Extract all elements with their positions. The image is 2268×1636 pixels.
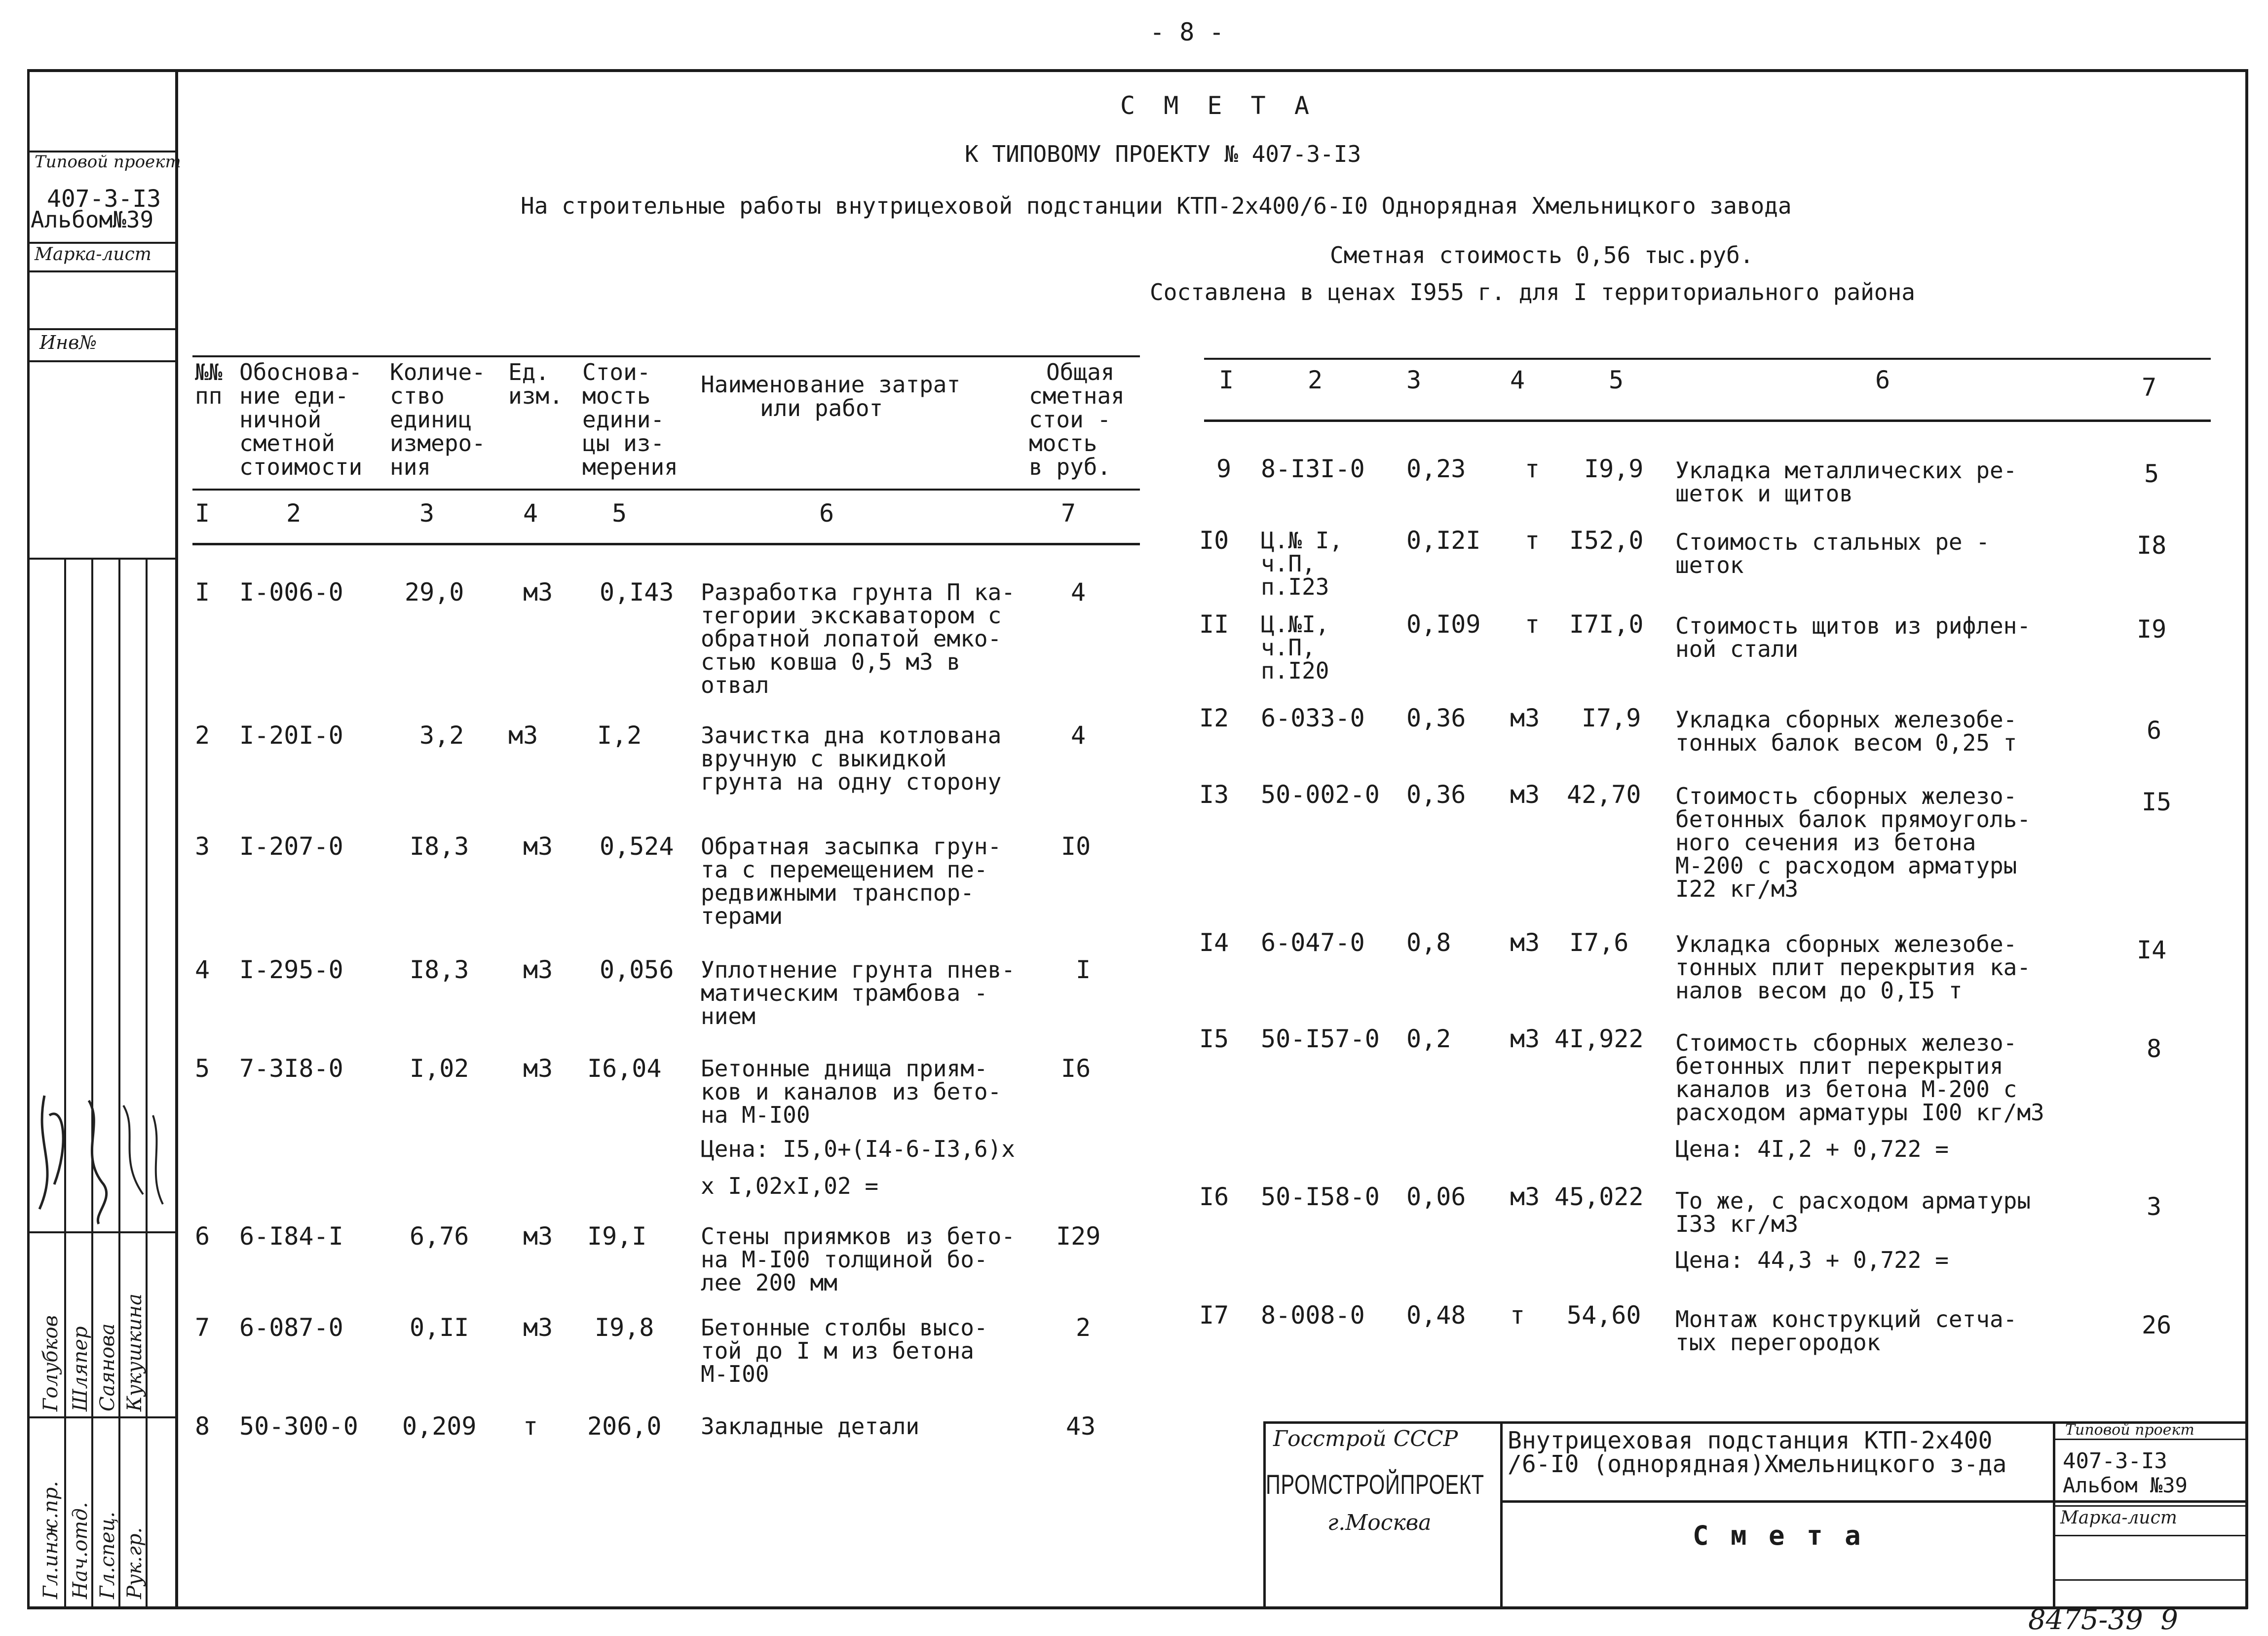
stamp-city: г.Москва: [1327, 1510, 1432, 1535]
row-code: ч.П,: [1261, 634, 1316, 661]
frame-left: [27, 69, 30, 1609]
row-total: I29: [1056, 1222, 1101, 1251]
row-name: редвижными транспор-: [701, 879, 974, 906]
row-price: 0,I43: [600, 578, 674, 607]
lt-header-c2-l4: сметной: [239, 430, 335, 457]
stamp-marka-list: Марка-лист: [2060, 1508, 2177, 1528]
frame-top: [27, 69, 2248, 72]
row-name: Стоимость щитов из рифлен-: [1675, 612, 2031, 639]
row-unit: м3: [523, 1054, 553, 1083]
rt-colnum-6: 6: [1875, 366, 1890, 394]
row-number: 8: [195, 1412, 210, 1441]
handwritten-signatures: [30, 1086, 173, 1229]
lt-header-c3-l3: единиц: [390, 406, 472, 433]
row-name: на М-I00: [701, 1102, 810, 1128]
lt-header-c3-l2: ство: [390, 382, 445, 409]
row-unit: м3: [523, 1313, 553, 1342]
row-name: Стоимость сборных железо-: [1675, 1029, 2017, 1056]
left-stamp-tipovoy: Типовой проект: [35, 152, 181, 172]
lt-header-c2-l2: ние еди-: [239, 382, 349, 409]
lt-header-c4-l1: Ед.: [508, 359, 550, 385]
left-stamp-marka: Марка-лист: [35, 244, 151, 265]
stamp-gosstroy: Госстрой СССР: [1273, 1426, 1458, 1451]
row-name: Стены приямков из бето-: [701, 1223, 1015, 1250]
row-total: I: [1076, 955, 1091, 984]
row-name: стью ковша 0,5 м3 в: [701, 648, 961, 675]
lt-header-c7-l5: в руб.: [1029, 454, 1111, 480]
row-qty: I8,3: [410, 832, 469, 861]
row-qty: 0,I2I: [1406, 526, 1481, 555]
row-name: на М-I00 толщиной бо-: [701, 1246, 988, 1273]
row-name: ного сечения из бетона: [1675, 829, 1976, 856]
row-note: х I,02хI,02 =: [701, 1173, 879, 1199]
lt-header-c2-l1: Обоснова-: [239, 359, 363, 385]
lt-header-c5-l5: мерения: [582, 454, 678, 480]
row-name: ной стали: [1675, 636, 1799, 662]
signature-role-1: Гл.инж.пр.: [39, 1481, 62, 1599]
row-total: 2: [1076, 1313, 1091, 1342]
row-number: I5: [1199, 1025, 1229, 1053]
row-price: 0,524: [600, 832, 674, 861]
row-unit: м3: [1510, 704, 1540, 732]
row-code: ч.П,: [1261, 550, 1316, 577]
lt-colnum-1: I: [195, 499, 210, 528]
row-price: I7I,0: [1569, 610, 1644, 639]
rt-colnum-2: 2: [1308, 366, 1323, 394]
lt-header-c6-l1: Наименование затрат: [701, 371, 961, 398]
cost-line: Сметная стоимость 0,56 тыс.руб.: [1330, 242, 1754, 268]
lt-header-c7-l4: мость: [1029, 430, 1097, 457]
row-name: Стоимость сборных железо-: [1675, 783, 2017, 809]
signature-name-1: Голубков: [39, 1315, 62, 1411]
row-price: I52,0: [1569, 526, 1644, 555]
row-qty: 6,76: [410, 1222, 469, 1251]
row-number: 9: [1216, 455, 1232, 483]
row-price: 0,056: [600, 955, 674, 984]
row-price: 4I,922: [1554, 1025, 1644, 1053]
row-name: Бетонные столбы высо-: [701, 1314, 988, 1341]
row-name: Обратная засыпка грун-: [701, 833, 1002, 860]
page-number: - 8 -: [1150, 18, 1224, 46]
row-name: Закладные детали: [701, 1413, 920, 1440]
row-price: I6,04: [587, 1054, 662, 1083]
left-stamp-inv: Инв№: [39, 332, 97, 353]
row-name: налов весом до 0,I5 т: [1675, 977, 1963, 1004]
lt-header-c7-l3: стои -: [1029, 406, 1111, 433]
signature-name-2: Шляпер: [69, 1326, 92, 1411]
row-qty: 0,36: [1406, 780, 1466, 809]
row-name: бетонных балок прямоуголь-: [1675, 806, 2031, 833]
lt-header-c5-l4: цы из-: [582, 430, 665, 457]
row-unit: м3: [523, 832, 553, 861]
lt-colnum-6: 6: [819, 499, 834, 528]
footer-number: 8475-39 9: [2028, 1604, 2178, 1636]
row-number: 7: [195, 1313, 210, 1342]
row-number: 4: [195, 955, 210, 984]
row-code: 8-008-0: [1261, 1301, 1365, 1330]
row-code: 50-I57-0: [1261, 1025, 1380, 1053]
row-number: 5: [195, 1054, 210, 1083]
row-qty: 0,I09: [1406, 610, 1481, 639]
signature-name-4: Кукушкина: [123, 1294, 146, 1411]
signature-name-3: Саянова: [96, 1323, 119, 1411]
row-name: I33 кг/м3: [1675, 1211, 1799, 1237]
frame-bottom: [27, 1606, 2248, 1609]
prices-line: Составлена в ценах I955 г. для I территориального района: [1150, 279, 1915, 305]
row-price: I9,8: [595, 1313, 654, 1342]
row-code: 6-I84-I: [239, 1222, 343, 1251]
row-price: 42,70: [1567, 780, 1641, 809]
stamp-organization: ПРОМСТРОЙПРОЕКТ: [1266, 1469, 1484, 1500]
signature-role-3: Гл.спец.: [96, 1511, 119, 1599]
rt-colnum-3: 3: [1406, 366, 1422, 394]
row-total: 8: [2147, 1034, 2162, 1063]
row-name: вручную с выкидкой: [701, 745, 947, 772]
row-code: I-295-0: [239, 955, 343, 984]
lt-header-c1-l2: пп: [195, 382, 223, 409]
row-qty: 0,8: [1406, 928, 1451, 957]
row-total: 6: [2147, 716, 2162, 745]
row-price: I7,6: [1569, 928, 1629, 957]
row-name: та с перемещением пе-: [701, 856, 988, 883]
row-number: II: [1199, 610, 1229, 639]
row-note: Цена: 4I,2 + 0,722 =: [1675, 1136, 1949, 1162]
row-number: 3: [195, 832, 210, 861]
row-name: Бетонные днища приям-: [701, 1055, 988, 1082]
row-note: Цена: I5,0+(I4-6-I3,6)х: [701, 1136, 1015, 1162]
row-price: I7,9: [1582, 704, 1641, 732]
lt-header-c5-l2: мость: [582, 382, 651, 409]
stamp-doc-title: С м е т а: [1693, 1520, 1864, 1551]
row-qty: 0,48: [1406, 1301, 1466, 1330]
row-code: 50-I58-0: [1261, 1182, 1380, 1211]
row-unit: м3: [523, 578, 553, 607]
frame-right: [2245, 69, 2248, 1609]
row-code: Ц.№ I,: [1261, 527, 1343, 554]
row-total: I5: [2142, 788, 2172, 816]
row-name: матическим трамбова -: [701, 980, 988, 1006]
row-code: п.I20: [1261, 657, 1329, 684]
row-total: I4: [2137, 936, 2167, 964]
lt-header-c3-l4: измеро-: [390, 430, 486, 457]
row-unit: м3: [1510, 780, 1540, 809]
row-name: Укладка сборных железобе-: [1675, 706, 2017, 733]
row-code: п.I23: [1261, 573, 1329, 600]
row-qty: 0,2: [1406, 1025, 1451, 1053]
row-number: I0: [1199, 526, 1229, 555]
left-stamp-album: Альбом№39: [31, 206, 154, 233]
row-name: лее 200 мм: [701, 1269, 837, 1296]
row-number: I6: [1199, 1182, 1229, 1211]
row-price: I,2: [597, 721, 642, 750]
row-price: 45,022: [1554, 1182, 1644, 1211]
row-unit: т: [1525, 455, 1540, 483]
row-code: 6-047-0: [1261, 928, 1365, 957]
row-name: Монтаж конструкций сетча-: [1675, 1306, 2017, 1332]
row-total: I9: [2137, 615, 2167, 644]
description-line: На строительные работы внутрицеховой подстанции КТП-2х400/6-I0 Однорядная Хмельницкого завода: [521, 192, 1792, 219]
lt-colnum-4: 4: [523, 499, 538, 528]
row-name: Зачистка дна котлована: [701, 722, 1002, 749]
row-name: обратной лопатой емко-: [701, 625, 1002, 652]
row-name: М-I00: [701, 1361, 769, 1387]
row-name: той до I м из бетона: [701, 1337, 974, 1364]
lt-header-c5-l3: едини-: [582, 406, 665, 433]
row-unit: м3: [523, 955, 553, 984]
row-unit: м3: [1510, 1182, 1540, 1211]
rt-colnum-1: I: [1219, 366, 1234, 394]
row-total: I6: [1061, 1054, 1091, 1083]
row-total: 4: [1071, 578, 1086, 607]
row-note: Цена: 44,3 + 0,722 =: [1675, 1247, 1949, 1273]
row-total: 4: [1071, 721, 1086, 750]
frame-inner-left: [175, 69, 178, 1609]
row-qty: 3,2: [419, 721, 464, 750]
lt-header-c4-l2: изм.: [508, 382, 563, 409]
row-name: терами: [701, 903, 783, 929]
lt-colnum-5: 5: [612, 499, 627, 528]
row-code: Ц.№I,: [1261, 611, 1329, 638]
stamp-object: Внутрицеховая подстанция КТП-2х400 /6-I0 (однорядная)Хмельницкого з-да: [1508, 1427, 2007, 1478]
stamp-tipovoy: Типовой проект: [2065, 1421, 2194, 1439]
stamp-project-code: 407-3-I3: [2063, 1448, 2167, 1474]
row-number: I2: [1199, 704, 1229, 732]
signature-role-2: Нач.отд.: [69, 1502, 92, 1599]
row-name: М-200 с расходом арматуры: [1675, 852, 2017, 879]
row-name: Стоимость стальных ре -: [1675, 529, 1990, 555]
row-qty: 0,209: [402, 1412, 477, 1441]
rt-colnum-7: 7: [2142, 373, 2157, 402]
row-unit: т: [523, 1412, 538, 1441]
row-qty: 0,36: [1406, 704, 1466, 732]
row-unit: м3: [523, 1222, 553, 1251]
row-unit: м3: [508, 721, 538, 750]
row-name: нием: [701, 1003, 756, 1029]
lt-header-c2-l5: стоимости: [239, 454, 363, 480]
row-total: 5: [2144, 459, 2159, 488]
row-unit: м3: [1510, 1025, 1540, 1053]
lt-header-c6-l2: или работ: [760, 395, 883, 421]
row-qty: I8,3: [410, 955, 469, 984]
row-qty: 0,06: [1406, 1182, 1466, 1211]
row-price: I9,I: [587, 1222, 647, 1251]
row-total: 3: [2147, 1192, 2162, 1221]
row-code: 7-3I8-0: [239, 1054, 343, 1083]
row-name: тонных плит перекрытия ка-: [1675, 954, 2031, 981]
row-name: ков и каналов из бето-: [701, 1078, 1002, 1105]
row-unit: м3: [1510, 928, 1540, 957]
row-total: I8: [2137, 531, 2167, 560]
row-total: I0: [1061, 832, 1091, 861]
row-number: I7: [1199, 1301, 1229, 1330]
lt-header-c7-l1: Общая: [1046, 359, 1115, 385]
row-code: 8-I3I-0: [1261, 455, 1365, 483]
row-name: отвал: [701, 672, 769, 698]
row-name: тонных балок весом 0,25 т: [1675, 729, 2017, 756]
row-unit: т: [1525, 610, 1540, 639]
row-number: 6: [195, 1222, 210, 1251]
row-number: I: [195, 578, 210, 607]
row-name: каналов из бетона М-200 с: [1675, 1076, 2017, 1103]
row-number: I4: [1199, 928, 1229, 957]
row-name: I22 кг/м3: [1675, 875, 1799, 902]
rt-colnum-4: 4: [1510, 366, 1525, 394]
row-name: То же, с расходом арматуры: [1675, 1187, 2031, 1214]
project-line: К ТИПОВОМУ ПРОЕКТУ № 407-3-I3: [965, 141, 1361, 167]
signature-role-4: Рук.гр.: [123, 1527, 146, 1599]
row-name: шеток: [1675, 552, 1744, 578]
stamp-album: Альбом №39: [2063, 1473, 2188, 1497]
lt-header-c5-l1: Стои-: [582, 359, 651, 385]
row-name: Укладка металлических ре-: [1675, 457, 2017, 484]
row-price: I9,9: [1584, 455, 1644, 483]
document-title: С М Е Т А: [1120, 91, 1316, 120]
lt-header-c1-l1: №№: [195, 359, 223, 385]
row-name: бетонных плит перекрытия: [1675, 1053, 2003, 1079]
left-stamp-code: 407-3-I3: [47, 185, 161, 213]
row-name: грунта на одну сторону: [701, 768, 1002, 795]
row-qty: 29,0: [405, 578, 464, 607]
row-code: 50-300-0: [239, 1412, 358, 1441]
row-total: 43: [1066, 1412, 1096, 1441]
row-qty: 0,23: [1406, 455, 1466, 483]
row-unit: т: [1525, 526, 1540, 555]
row-name: Укладка сборных железобе-: [1675, 931, 2017, 957]
row-code: 6-033-0: [1261, 704, 1365, 732]
row-name: тых перегородок: [1675, 1329, 1881, 1356]
row-name: Разработка грунта П ка-: [701, 579, 1015, 606]
row-number: I3: [1199, 780, 1229, 809]
rt-colnum-5: 5: [1609, 366, 1624, 394]
row-name: шеток и щитов: [1675, 480, 1853, 507]
row-total: 26: [2142, 1311, 2172, 1339]
lt-colnum-2: 2: [286, 499, 302, 528]
row-code: I-006-0: [239, 578, 343, 607]
row-qty: 0,II: [410, 1313, 469, 1342]
row-code: I-20I-0: [239, 721, 343, 750]
row-qty: I,02: [410, 1054, 469, 1083]
row-price: 206,0: [587, 1412, 662, 1441]
row-code: I-207-0: [239, 832, 343, 861]
row-name: тегории экскаватором с: [701, 602, 1002, 629]
row-code: 50-002-0: [1261, 780, 1380, 809]
lt-colnum-3: 3: [419, 499, 435, 528]
row-number: 2: [195, 721, 210, 750]
row-price: 54,60: [1567, 1301, 1641, 1330]
lt-header-c3-l1: Количе-: [390, 359, 486, 385]
row-name: расходом арматуры I00 кг/м3: [1675, 1099, 2044, 1126]
row-name: Уплотнение грунта пнев-: [701, 956, 1015, 983]
row-code: 6-087-0: [239, 1313, 343, 1342]
lt-colnum-7: 7: [1061, 499, 1076, 528]
lt-header-c7-l2: сметная: [1029, 382, 1125, 409]
lt-header-c3-l5: ния: [390, 454, 431, 480]
row-unit: т: [1510, 1301, 1525, 1330]
lt-header-c2-l3: ничной: [239, 406, 322, 433]
